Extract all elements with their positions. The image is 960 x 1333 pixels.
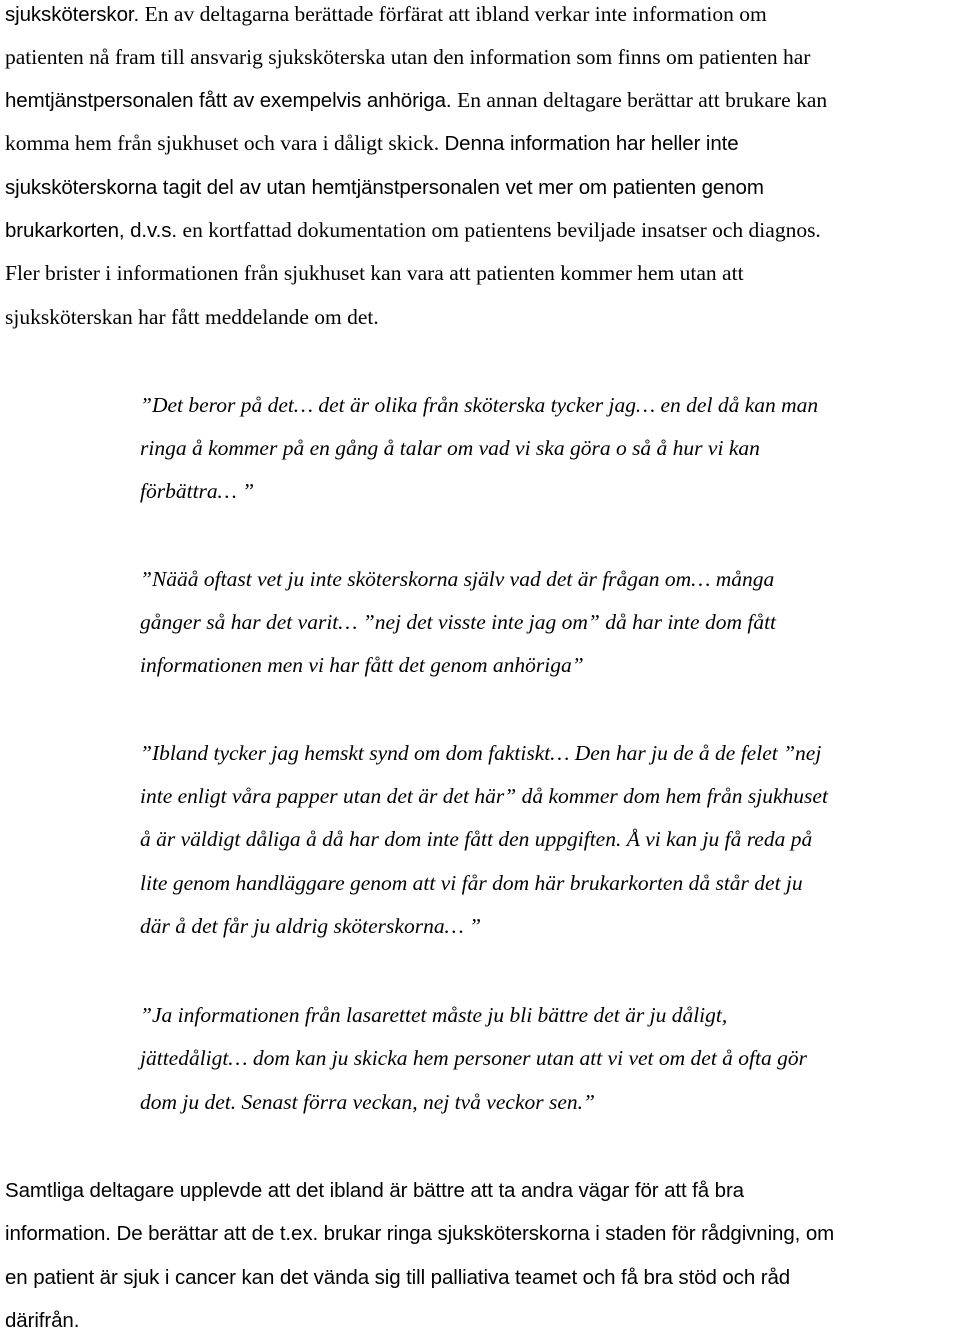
paragraph-1-line	[5, 45, 810, 69]
paragraph-2-line	[5, 1178, 744, 1203]
text-run: sjuksköterskor.	[5, 3, 145, 26]
text-run: sjuksköterskan har fått meddelande om det.	[5, 305, 379, 329]
paragraph-2-line	[5, 1265, 790, 1290]
text-run: Samtliga deltagare upplevde att det ibland är bättre att ta andra vägar för att få bra	[5, 1179, 744, 1202]
text-run: hemtjänstpersonalen fått av exempelvis anhöriga.	[5, 89, 458, 112]
text-run: en patient är sjuk i cancer kan det vända sig till palliativa teamet och få bra stöd och råd	[5, 1266, 791, 1289]
paragraph-1-line	[5, 305, 379, 329]
paragraph-1-line	[5, 218, 821, 243]
text-run: Denna information har heller inte	[444, 132, 739, 155]
quote-line: jättedåligt… dom kan ju skicka hem personer utan att vi vet om det å ofta gör	[140, 1046, 807, 1070]
paragraph-1-line	[5, 88, 827, 113]
text-run: patienten nå fram till ansvarig sjuksköterska utan den information som finns om patienten har	[5, 45, 811, 69]
quote-line: informationen men vi har fått det genom anhöriga”	[140, 653, 584, 677]
paragraph-2-line	[5, 1308, 79, 1333]
text-run: sjuksköterskorna tagit del av utan hemtjänstpersonalen vet mer om patienten genom	[5, 176, 764, 199]
quote-line: dom ju det. Senast förra veckan, nej två veckor sen.”	[140, 1090, 595, 1114]
text-run: En annan deltagare berättar att brukare kan	[457, 88, 828, 112]
paragraph-1-line	[5, 2, 767, 27]
paragraph-1-line	[5, 261, 744, 285]
quote-line: gånger så har det varit… ”nej det visste inte jag om” då har inte dom fått	[140, 610, 777, 634]
text-run: brukarkorten, d.v.s.	[5, 219, 183, 242]
quote-line: ”Ja informationen från lasarettet måste ju bli bättre det är ju dåligt,	[140, 1003, 728, 1027]
text-run: en kortfattad dokumentation om patientens beviljade insatser och diagnos.	[182, 218, 821, 242]
text-run: En av deltagarna berättade förfärat att ibland verkar inte information om	[144, 2, 767, 26]
quote-line: lite genom handläggare genom att vi får dom här brukarkorten då står det ju	[140, 871, 803, 895]
quote-line: inte enligt våra papper utan det är det här” då kommer dom hem från sjukhuset	[140, 784, 828, 808]
quote-line: ”Nääå oftast vet ju inte sköterskorna själv vad det är frågan om… många	[140, 567, 775, 591]
text-run: information. De berättar att de t.ex. brukar ringa sjuksköterskorna i staden för rådgivning, om	[5, 1222, 835, 1245]
quote-line: ”Ibland tycker jag hemskt synd om dom faktiskt… Den har ju de å de felet ”nej	[140, 741, 822, 765]
quote-line: där å det får ju aldrig sköterskorna… ”	[140, 914, 482, 938]
text-run: komma hem från sjukhuset och vara i dåligt skick.	[5, 131, 445, 155]
text-run: Fler brister i informationen från sjukhuset kan vara att patienten kommer hem utan att	[5, 261, 744, 285]
quote-line: ringa å kommer på en gång å talar om vad vi ska göra o så å hur vi kan	[140, 436, 760, 460]
paragraph-2-line	[5, 1221, 834, 1246]
quote-line: ”Det beror på det… det är olika från sköterska tycker jag… en del då kan man	[140, 393, 819, 417]
text-run: därifrån.	[5, 1309, 80, 1332]
quote-line: förbättra… ”	[140, 479, 255, 503]
quote-line: å är väldigt dåliga å då har dom inte fått den uppgiften. Å vi kan ju få reda på	[140, 827, 813, 851]
paragraph-1-line	[5, 175, 764, 200]
paragraph-1-line	[5, 131, 739, 156]
